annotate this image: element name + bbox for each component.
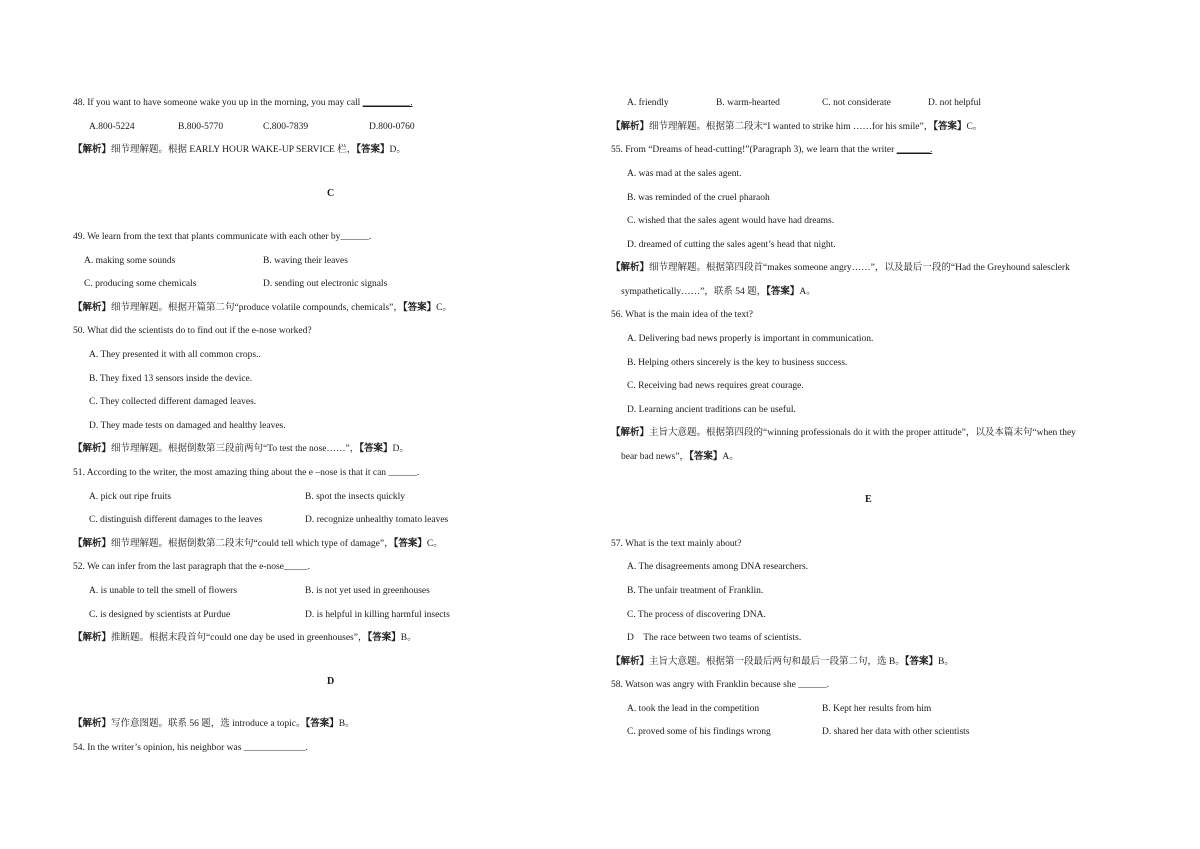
question-48-option-b: B.800-5770 — [178, 122, 224, 132]
question-55-option-b: B. was reminded of the cruel pharaoh — [627, 193, 770, 203]
question-54-stem: 54. In the writer’s opinion, his neighbor was _____________. — [73, 743, 308, 753]
question-58-option-d: D. shared her data with other scientists — [822, 727, 970, 737]
question-56-analysis: 【解析】主旨大意题。根据第四段的“winning professionals do it with the proper attitude”，以及本篇末句“when they — [611, 428, 1076, 438]
question-49-option-d: D. sending out electronic signals — [263, 279, 388, 289]
question-54-option-a: A. friendly — [627, 98, 669, 108]
question-54-option-c: C. not considerate — [822, 98, 891, 108]
question-51-option-b: B. spot the insects quickly — [305, 492, 406, 502]
question-52-option-c: C. is designed by scientists at Purdue — [89, 610, 231, 620]
question-50-option-b: B. They fixed 13 sensors inside the device. — [89, 374, 253, 384]
question-55-option-d: D. dreamed of cutting the sales agent’s head that night. — [627, 240, 836, 250]
question-50-stem: 50. What did the scientists do to find out if the e-nose worked? — [73, 326, 312, 336]
question-51-option-a: A. pick out ripe fruits — [89, 492, 172, 502]
question-51-analysis: 【解析】细节理解题。根据倒数第二段末句“could tell which type of damage”，【答案】C。 — [73, 539, 443, 549]
question-56-option-b: B. Helping others sincerely is the key to business success. — [627, 358, 848, 368]
question-51-option-d: D. recognize unhealthy tomato leaves — [305, 515, 449, 525]
question-57-stem: 57. What is the text mainly about? — [611, 539, 742, 549]
question-52-option-b: B. is not yet used in greenhouses — [305, 586, 430, 596]
question-52-option-a: A. is unable to tell the smell of flowers — [89, 586, 238, 596]
question-48-option-d: D.800-0760 — [369, 122, 415, 132]
question-48-stem: 48. If you want to have someone wake you up in the morning, you may call __________. — [73, 98, 413, 108]
question-58-option-b: B. Kept her results from him — [822, 704, 932, 714]
section-heading-d: D — [327, 676, 335, 687]
question-51-stem: 51. According to the writer, the most amazing thing about the e –nose is that it can ______. — [73, 468, 420, 478]
question-49-stem: 49. We learn from the text that plants communicate with each other by______. — [73, 232, 372, 242]
question-54-analysis: 【解析】细节理解题。根据第二段末“I wanted to strike him ……for his smile”，【答案】C。 — [611, 122, 983, 132]
section-heading-c: C — [327, 188, 335, 199]
question-57-analysis: 【解析】主旨大意题。根据第一段最后两句和最后一段第二句，选 B。【答案】B。 — [611, 657, 954, 667]
question-56-option-a: A. Delivering bad news properly is important in communication. — [627, 334, 874, 344]
question-55-analysis: 【解析】细节理解题。根据第四段首“makes someone angry……”，以及最后一段的“Had the Greyhound salesclerk — [611, 263, 1070, 273]
question-50-option-a: A. They presented it with all common crops.. — [89, 350, 261, 360]
question-49-analysis: 【解析】细节理解题。根据开篇第二句“produce volatile compounds, chemicals”，【答案】C。 — [73, 303, 452, 313]
question-57-option-c: C. The process of discovering DNA. — [627, 610, 766, 620]
question-50-analysis: 【解析】细节理解题。根据倒数第三段前两句“To test the nose……”，【答案】D。 — [73, 444, 409, 454]
question-57-option-b: B. The unfair treatment of Franklin. — [627, 586, 764, 596]
question-58-stem: 58. Watson was angry with Franklin because she ______. — [611, 680, 830, 690]
question-50-option-d: D. They made tests on damaged and healthy leaves. — [89, 421, 286, 431]
question-49-option-b: B. waving their leaves — [263, 256, 348, 266]
question-50-option-c: C. They collected different damaged leaves. — [89, 397, 257, 407]
question-55-option-c: C. wished that the sales agent would have had dreams. — [627, 216, 835, 226]
question-58-option-a: A. took the lead in the competition — [627, 704, 760, 714]
question-55-stem: 55. From “Dreams of head-cutting!”(Paragraph 3), we learn that the writer _______. — [611, 145, 933, 155]
question-56-stem: 56. What is the main idea of the text? — [611, 310, 754, 320]
question-51-option-c: C. distinguish different damages to the leaves — [89, 515, 263, 525]
question-55-option-a: A. was mad at the sales agent. — [627, 169, 742, 179]
question-52-option-d: D. is helpful in killing harmful insects — [305, 610, 450, 620]
question-55-analysis-cont: sympathetically……”，联系 54 题，【答案】A。 — [621, 287, 816, 297]
question-52-analysis: 【解析】推断题。根据末段首句“could one day be used in greenhouses”，【答案】B。 — [73, 633, 417, 643]
question-49-option-c: C. producing some chemicals — [84, 279, 197, 289]
question-48-analysis: 【解析】细节理解题。根据 EARLY HOUR WAKE-UP SERVICE 栏，【答案】D。 — [73, 145, 406, 155]
question-58-option-c: C. proved some of his findings wrong — [627, 727, 771, 737]
question-56-option-d: D. Learning ancient traditions can be useful. — [627, 405, 796, 415]
question-48-option-c: C.800-7839 — [263, 122, 309, 132]
question-56-option-c: C. Receiving bad news requires great courage. — [627, 381, 804, 391]
section-heading-e: E — [865, 494, 872, 505]
question-54-option-d: D. not helpful — [928, 98, 982, 108]
question-57-option-a: A. The disagreements among DNA researchers. — [627, 562, 809, 572]
question-49-option-a: A. making some sounds — [84, 256, 176, 266]
question-56-analysis-cont: bear bad news”，【答案】A。 — [621, 452, 739, 462]
question-54-option-b: B. warm-hearted — [716, 98, 780, 108]
question-52-stem: 52. We can infer from the last paragraph that the e-nose_____. — [73, 562, 311, 572]
question-48-option-a: A.800-5224 — [89, 122, 135, 132]
question-53-analysis: 【解析】写作意图题。联系 56 题，选 introduce a topic。【答案】B。 — [73, 719, 355, 729]
question-57-option-d: D The race between two teams of scientists. — [627, 633, 802, 643]
